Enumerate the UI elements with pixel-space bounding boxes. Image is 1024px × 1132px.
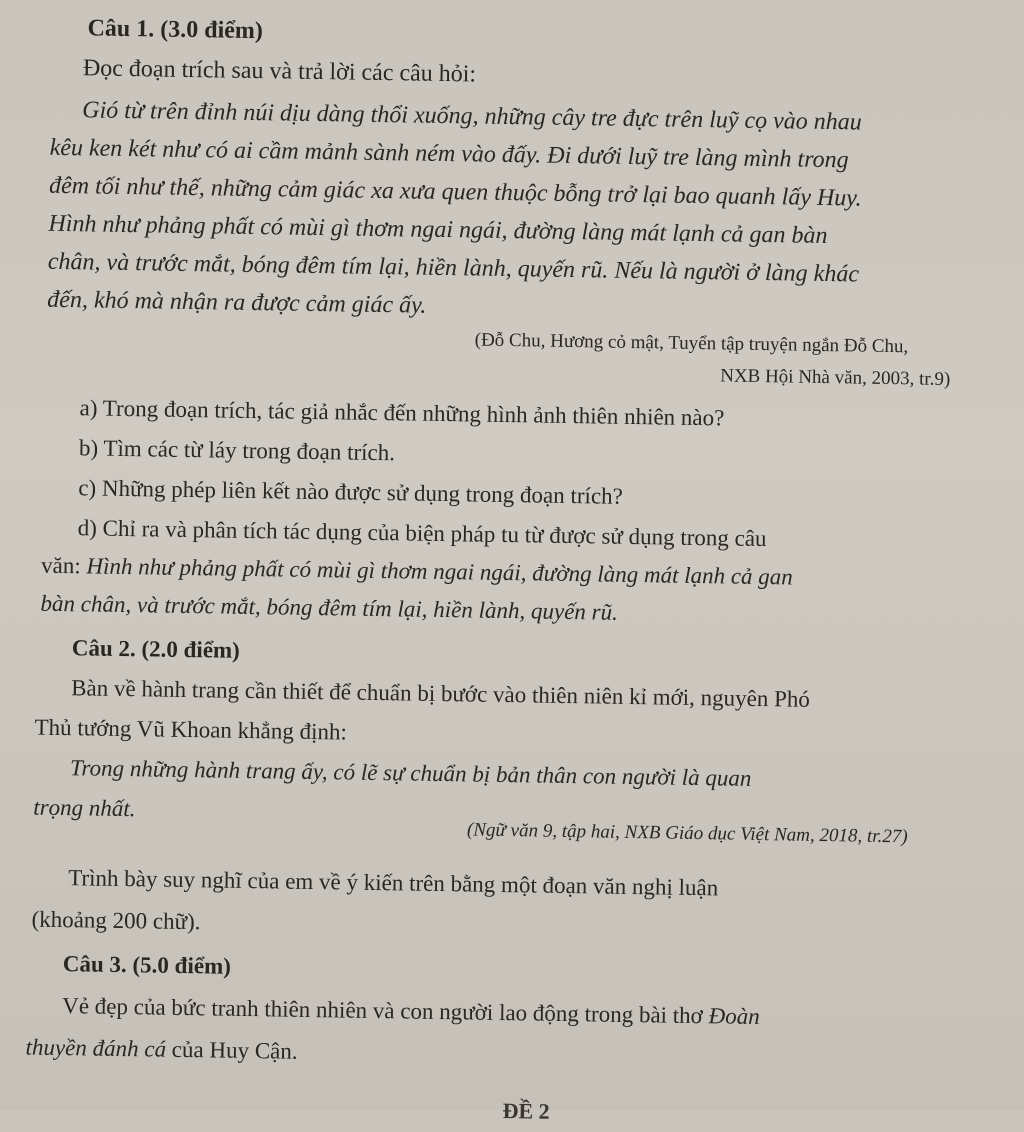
cau3-line-1-text: Vẻ đẹp của bức tranh thiên nhiên và con người lao động trong bài thơ (62, 993, 709, 1029)
cau2-task-line-2: (khoảng 200 chữ). (31, 906, 201, 935)
cau2-line-1: Bàn về hành trang cần thiết để chuẩn bị bước vào thiên niên kỉ mới, nguyên Phó (71, 675, 811, 712)
cau1-instruction: Đọc đoạn trích sau và trả lời các câu hỏi: (82, 55, 477, 88)
question-d-line-2 (41, 551, 793, 593)
cau3-line-2-text: của Huy Cận. (165, 1036, 298, 1064)
cau3-line-2 (25, 1033, 298, 1067)
cau2-quote-line-1: Trong những hành trang ấy, có lẽ sự chuẩn bị bản thân con người là quan (69, 755, 752, 791)
passage-line-1: Gió từ trên đỉnh núi dịu dàng thổi xuống, những cây tre đực trên luỹ cọ vào nhau (82, 97, 862, 136)
cau2-source: (Ngữ văn 9, tập hai, NXB Giáo dục Việt Nam, 2018, tr.27) (466, 819, 908, 848)
passage-line-4: Hình như phảng phất có mùi gì thơm ngai ngái, đường làng mát lạnh cả gan bàn (48, 210, 828, 250)
passage-line-5: chân, và trước mắt, bóng đêm tím lại, hiền lành, quyến rũ. Nếu là người ở làng khác (47, 248, 860, 288)
cau2-heading: Câu 2. (2.0 điểm) (71, 635, 241, 663)
cau2-task-line-1: Trình bày suy nghĩ của em về ý kiến trên bằng một đoạn văn nghị luận (68, 865, 719, 901)
passage-line-3: đêm tối như thế, những cảm giác xa xưa quen thuộc bỗng trở lại bao quanh lấy Huy. (48, 172, 862, 212)
question-c: c) Những phép liên kết nào được sử dụng trong đoạn trích? (78, 475, 624, 509)
question-d-line-3: bàn chân, và trước mắt, bóng đêm tím lại, hiền lành, quyến rũ. (40, 590, 619, 625)
cau2-quote-line-2: trọng nhất. (33, 794, 136, 822)
question-a: a) Trong đoạn trích, tác giả nhắc đến những hình ảnh thiên nhiên nào? (79, 395, 725, 431)
cau3-line-1 (62, 991, 760, 1032)
poem-title-part-1: Đoàn (708, 1003, 760, 1030)
cau1-source-line-1: (Đỗ Chu, Hương cỏ mật, Tuyển tập truyện ngắn Đỗ Chu, (474, 329, 909, 358)
poem-title-part-2: thuyền đánh cá (25, 1034, 167, 1062)
footer-mark: ĐỀ 2 (502, 1098, 550, 1124)
question-d-quote: Hình như phảng phất có mùi gì thơm ngai ngái, đường làng mát lạnh cả gan (86, 553, 793, 590)
passage-line-6: đến, khó mà nhận ra được cảm giác ấy. (47, 286, 427, 319)
cau3-heading: Câu 3. (5.0 điểm) (62, 951, 232, 979)
passage-line-2: kêu ken két như có ai cầm mảnh sành ném vào đấy. Đi dưới luỹ tre làng mình trong (49, 134, 849, 174)
cau2-line-2: Thủ tướng Vũ Khoan khẳng định: (34, 714, 348, 745)
question-d-line-1: d) Chỉ ra và phân tích tác dụng của biện pháp tu từ được sử dụng trong câu (77, 515, 767, 552)
question-d-prefix: văn: (40, 552, 87, 579)
question-b: b) Tìm các từ láy trong đoạn trích. (78, 435, 396, 466)
cau1-heading: Câu 1. (3.0 điểm) (87, 15, 264, 45)
cau1-source-line-2: NXB Hội Nhà văn, 2003, tr.9) (720, 365, 951, 390)
